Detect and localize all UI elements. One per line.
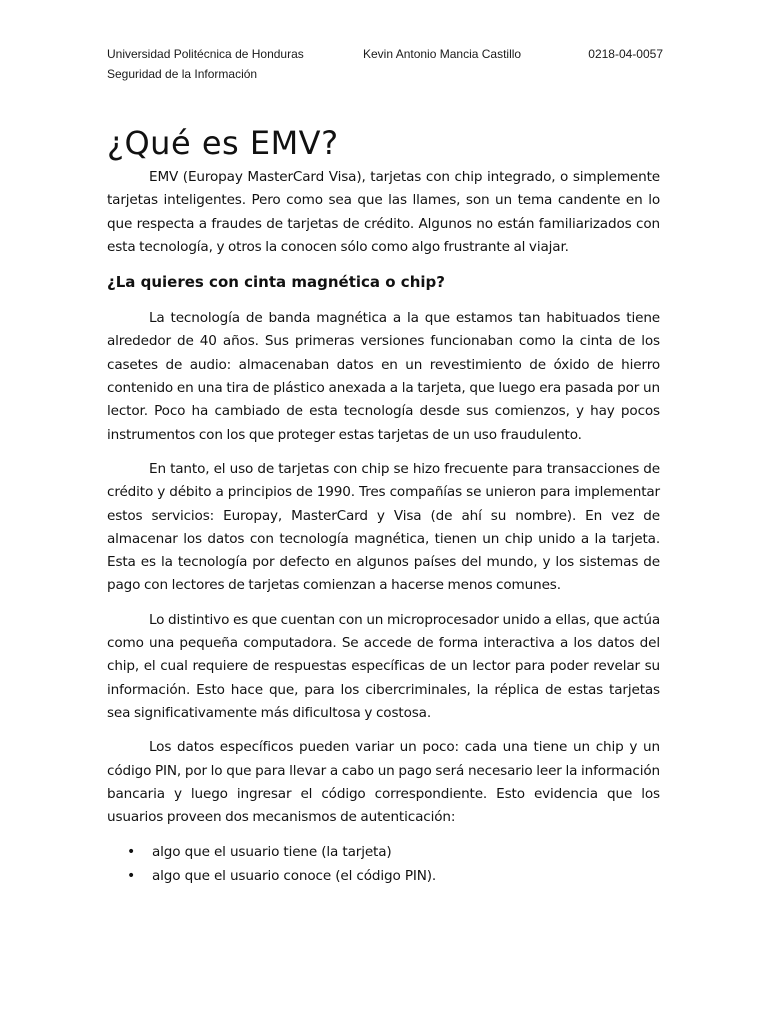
- body-paragraph: Los datos específicos pueden variar un poco: cada una tiene un chip y un código PIN, por lo que para llevar a cabo un pago será necesario leer la información bancaria y luego ingresar el código correspondiente. Esto evidencia que los usuarios proveen dos mecanismos de autenticación:: [107, 739, 660, 826]
- page-title: ¿Qué es EMV?: [107, 124, 339, 162]
- body-paragraph: En tanto, el uso de tarjetas con chip se hizo frecuente para transacciones de crédito y débito a principios de 1990. Tres compañías se unieron para implementar estos servicios: Europay, MasterCard y Visa (de ahí su nombre). En vez de almacenar los datos con tecnología magnética, tienen un chip unido a la tarjeta. Esta es la tecnología por defecto en algunos países del mundo, y los sistemas de pago con lectores de tarjetas comienzan a hacerse menos comunes.: [107, 460, 660, 594]
- bullet-list: [107, 840, 660, 888]
- header-author: Kevin Antonio Mancia Castillo: [363, 47, 522, 61]
- document-body: [107, 120, 660, 888]
- header-student-id: 0218-04-0057: [588, 47, 663, 61]
- intro-paragraph: EMV (Europay MasterCard Visa), tarjetas con chip integrado, o simplemente tarjetas inteligentes. Pero como sea que las llames, son un tema candente en lo que respecta a fraudes de tarjetas de crédito. Algunos no están familiarizados con esta tecnología, y otros la conocen sólo como algo frustrante al viajar.: [107, 169, 660, 255]
- list-item: • algo que el usuario conoce (el código PIN).: [107, 864, 660, 888]
- body-paragraph: Lo distintivo es que cuentan con un microprocesador unido a ellas, que actúa como una pequeña computadora. Se accede de forma interactiva a los datos del chip, el cual requiere de respuestas específicas de un lector para poder revelar su información. Esto hace que, para los cibercriminales, la réplica de estas tarjetas sea significativamente más dificultosa y costosa.: [107, 611, 660, 721]
- body-paragraph: La tecnología de banda magnética a la que estamos tan habituados tiene alrededor de 40 años. Sus primeras versiones funcionaban como la cinta de los casetes de audio: almacenaban datos en un revestimiento de óxido de hierro contenido en una tira de plástico anexada a la tarjeta, que luego era pasada por un lector. Poco ha cambiado de esta tecnología desde sus comienzos, y hay pocos instrumentos con los que proteger estas tarjetas de un uso fraudulento.: [107, 310, 660, 443]
- header-university: Universidad Politécnica de Honduras: [107, 47, 304, 61]
- header-row: [107, 44, 663, 64]
- header-course: Seguridad de la Información: [107, 67, 258, 81]
- list-item: • algo que el usuario tiene (la tarjeta): [107, 840, 660, 864]
- page-header: [107, 44, 663, 81]
- section-heading: ¿La quieres con cinta magnética o chip?: [107, 273, 445, 292]
